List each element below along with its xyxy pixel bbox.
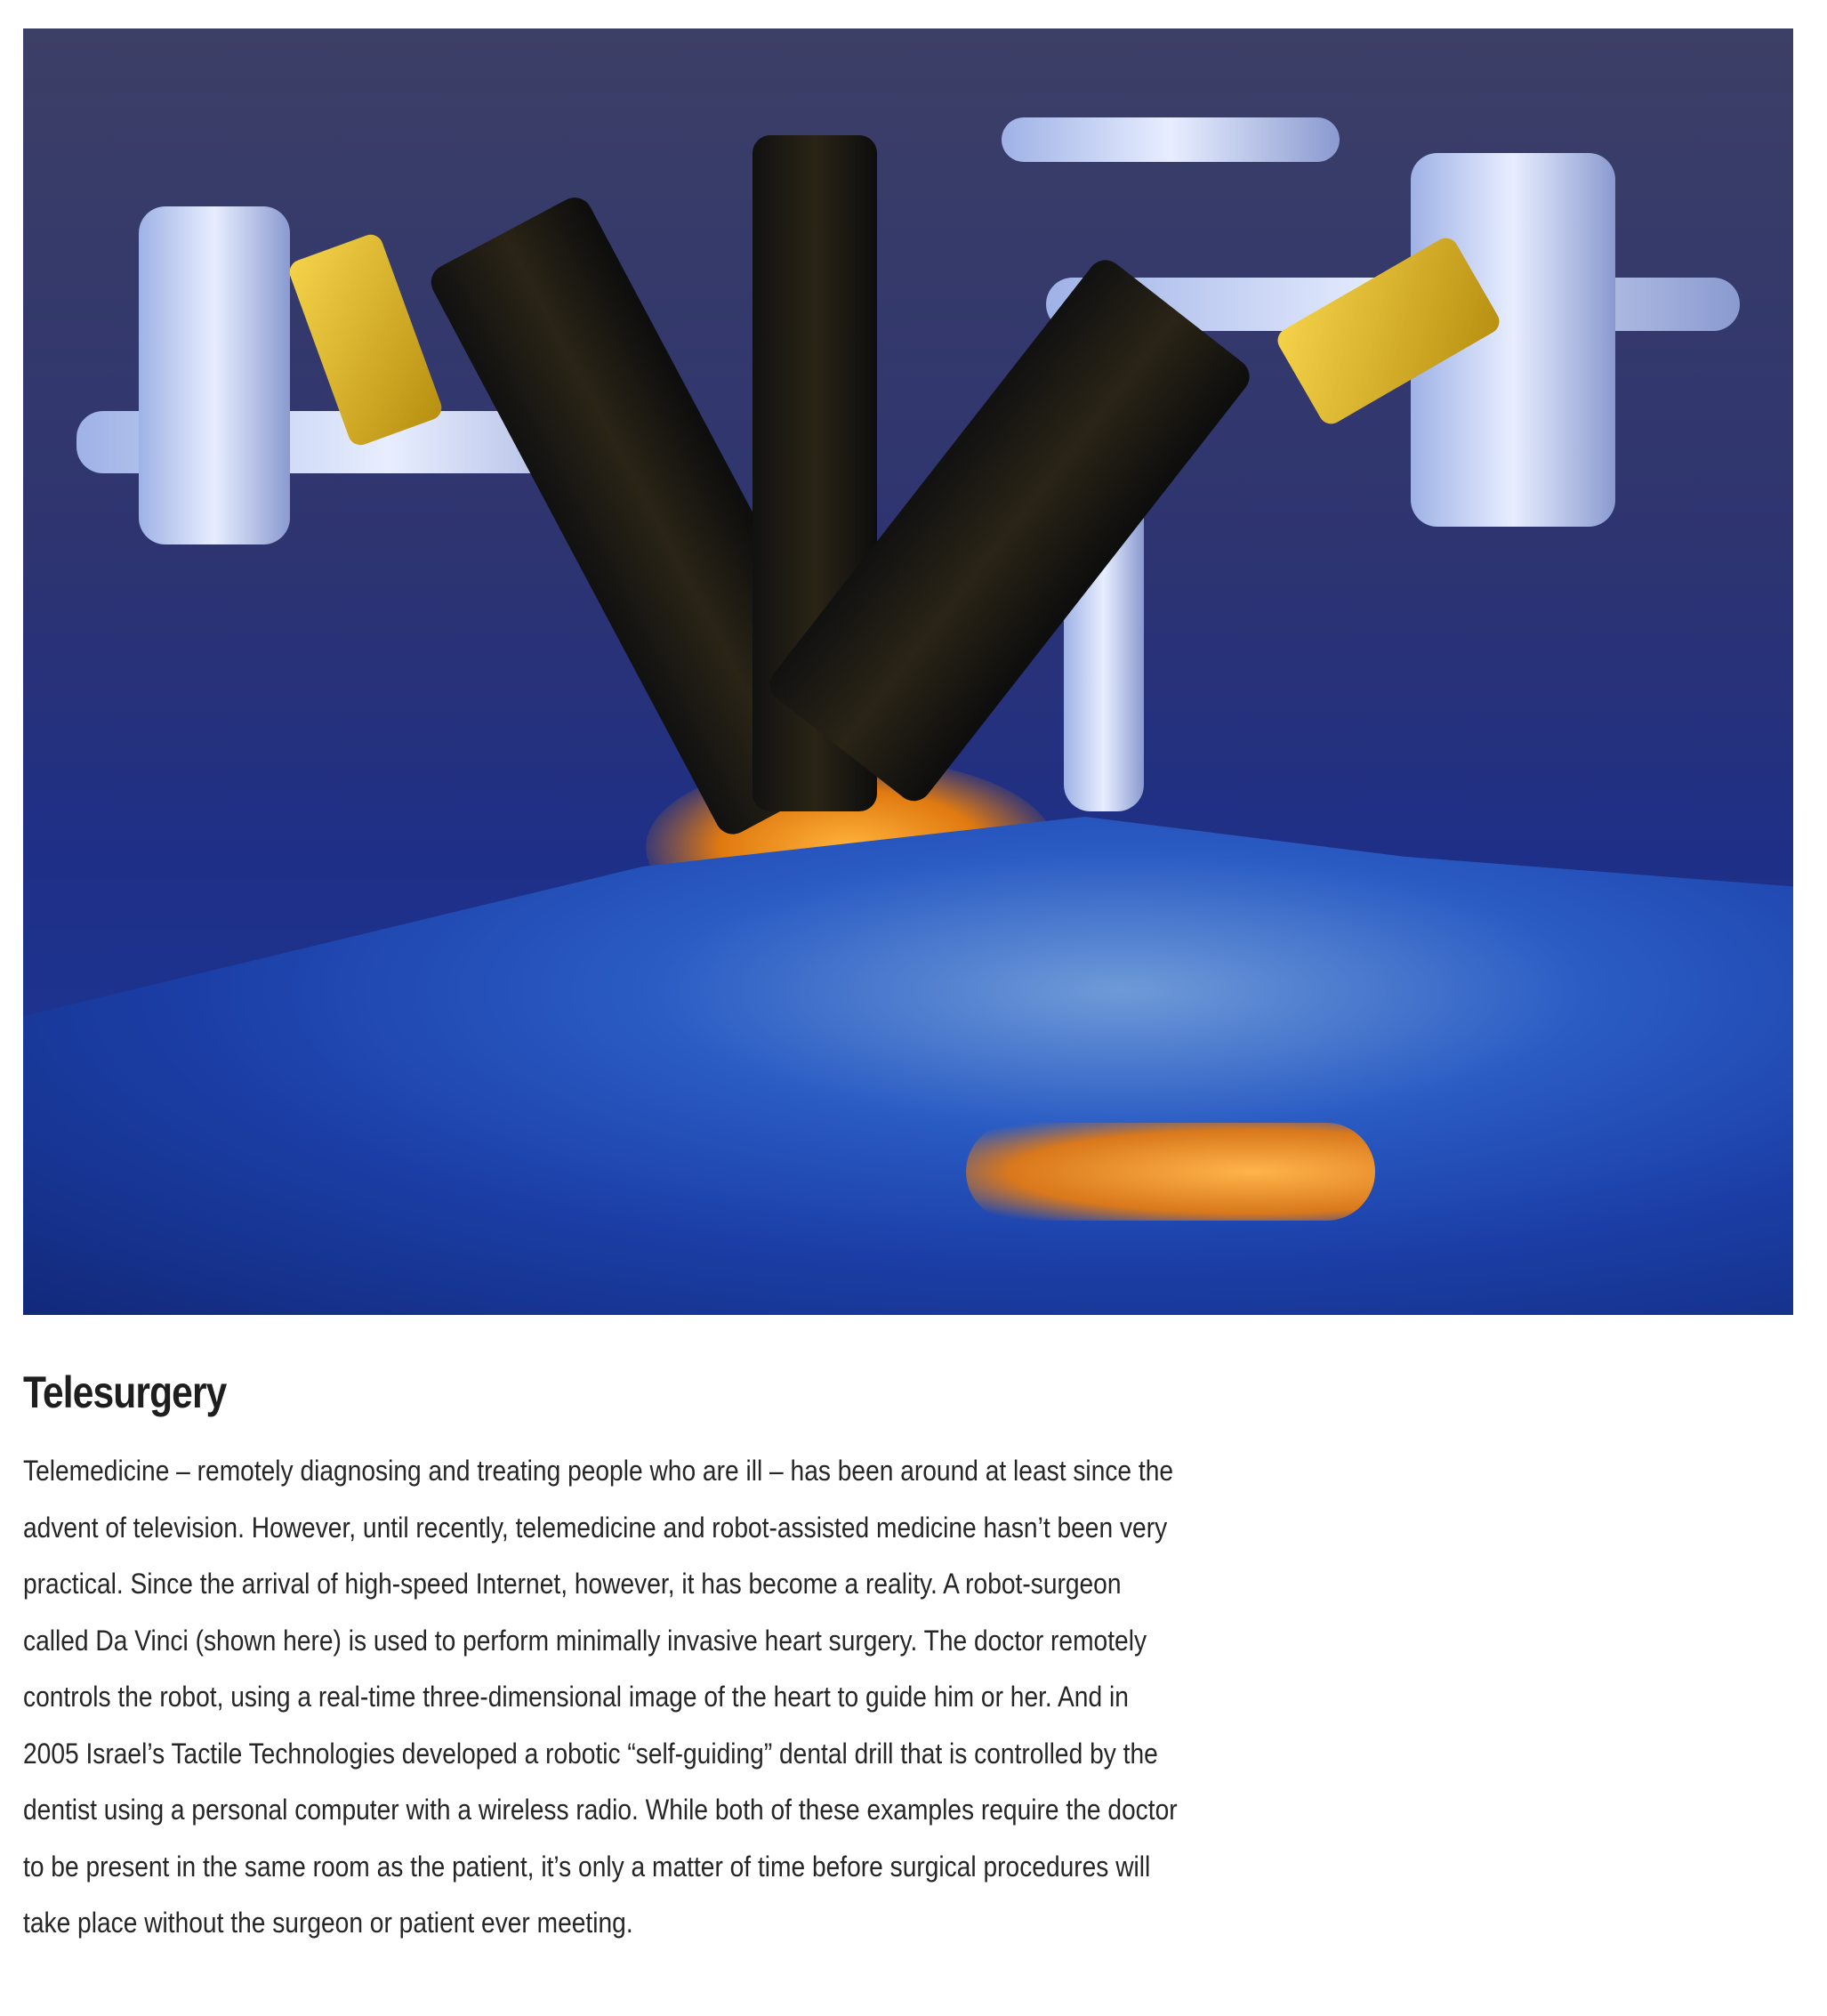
body-line: practical. Since the arrival of high-speed Internet, however, it has become a reality. A robot-surgeon xyxy=(23,1568,1122,1600)
body-paragraph xyxy=(23,1443,1482,1952)
section-heading: Telesurgery xyxy=(23,1367,227,1417)
body-line: called Da Vinci (shown here) is used to perform minimally invasive heart surgery. The doctor remotely xyxy=(23,1624,1147,1657)
body-line: 2005 Israel’s Tactile Technologies developed a robotic “self-guiding” dental drill that is controlled by the xyxy=(23,1737,1158,1770)
robot-frame xyxy=(139,206,290,544)
patient-hand xyxy=(966,1123,1375,1221)
body-line: to be present in the same room as the patient, it’s only a matter of time before surgical procedures will xyxy=(23,1850,1151,1883)
body-line: dentist using a personal computer with a wireless radio. While both of these examples require the doctor xyxy=(23,1794,1178,1826)
body-line: take place without the surgeon or patient ever meeting. xyxy=(23,1907,633,1939)
body-line: controls the robot, using a real-time three-dimensional image of the heart to guide him or her. And in xyxy=(23,1681,1129,1713)
body-line: advent of television. However, until recently, telemedicine and robot-assisted medicine hasn’t been very xyxy=(23,1511,1168,1544)
robot-frame xyxy=(1002,117,1340,162)
body-line: Telemedicine – remotely diagnosing and treating people who are ill – has been around at least since the xyxy=(23,1455,1174,1487)
robot-surgery-photo xyxy=(23,28,1793,1315)
surgical-drape xyxy=(23,817,1793,1315)
